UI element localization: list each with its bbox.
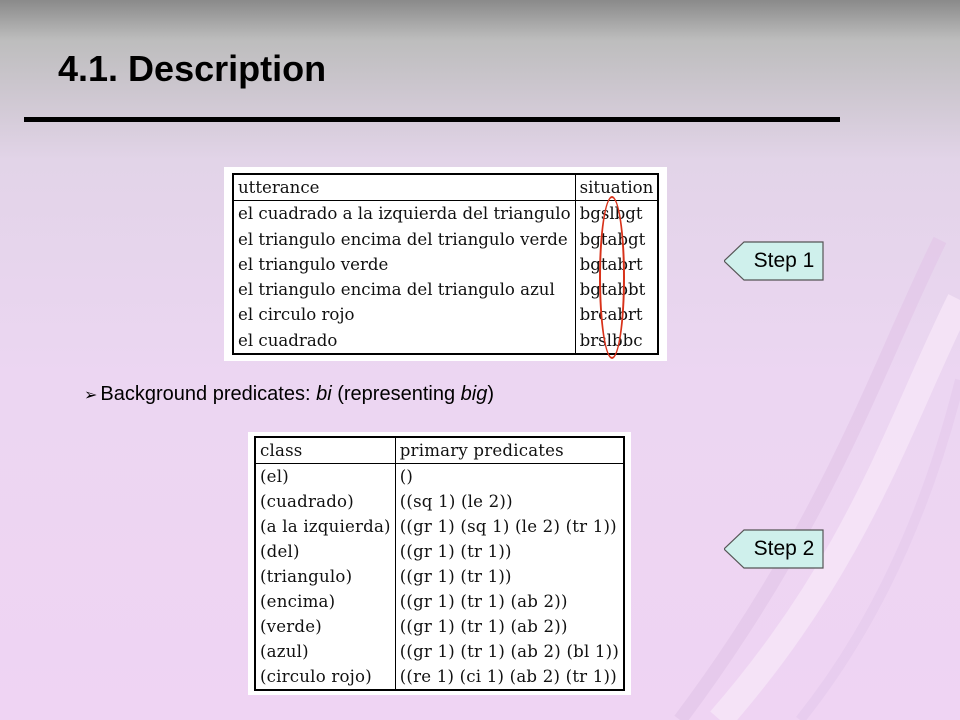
- step2-callout: [724, 529, 824, 569]
- predicates-cell: ((gr 1) (sq 1) (le 2) (tr 1)): [395, 514, 624, 539]
- predicates-cell: ((re 1) (ci 1) (ab 2) (tr 1)): [395, 664, 624, 690]
- step1-callout: [724, 241, 824, 281]
- table-header-row: [233, 174, 658, 201]
- utterance-cell: el triangulo encima del triangulo azul: [233, 277, 575, 302]
- predicates-cell: ((sq 1) (le 2)): [395, 489, 624, 514]
- class-cell: (circulo rojo): [255, 664, 395, 690]
- bullet-prefix: Background predicates:: [100, 383, 317, 405]
- class-cell: (del): [255, 539, 395, 564]
- utterance-cell: el circulo rojo: [233, 302, 575, 327]
- situation-cell: bgtabgt: [575, 227, 658, 252]
- table-row: [255, 639, 624, 664]
- utterance-cell: el triangulo encima del triangulo verde: [233, 227, 575, 252]
- table-row: [255, 514, 624, 539]
- table-header-row: [255, 437, 624, 464]
- column-header-utterance: utterance: [233, 174, 575, 201]
- predicates-cell: ((gr 1) (tr 1) (ab 2)): [395, 614, 624, 639]
- situation-cell: bgtabbt: [575, 277, 658, 302]
- table-row: [255, 489, 624, 514]
- utterance-cell: el cuadrado a la izquierda del triangulo: [233, 201, 575, 227]
- predicates-cell: ((gr 1) (tr 1) (ab 2) (bl 1)): [395, 639, 624, 664]
- table-row: [255, 664, 624, 690]
- predicates-cell: ((gr 1) (tr 1)): [395, 564, 624, 589]
- class-cell: (azul): [255, 639, 395, 664]
- table-row: [255, 614, 624, 639]
- step1-label: Step 1: [753, 249, 815, 272]
- class-cell: (triangulo): [255, 564, 395, 589]
- predicates-cell: ((gr 1) (tr 1) (ab 2)): [395, 589, 624, 614]
- class-cell: (a la izquierda): [255, 514, 395, 539]
- table-row: [255, 539, 624, 564]
- class-cell: (encima): [255, 589, 395, 614]
- situation-cell: brcabrt: [575, 302, 658, 327]
- table-row: [255, 564, 624, 589]
- predicates-cell: ((gr 1) (tr 1)): [395, 539, 624, 564]
- table-row: [233, 277, 658, 302]
- situation-highlight-ellipse: [599, 196, 625, 359]
- table-row: [255, 589, 624, 614]
- utterance-cell: el cuadrado: [233, 328, 575, 354]
- column-header-primary-predicates: primary predicates: [395, 437, 624, 464]
- column-header-situation: situation: [575, 174, 658, 201]
- background-predicates-bullet: [84, 383, 494, 406]
- bullet-word: big: [460, 383, 488, 405]
- class-cell: (cuadrado): [255, 489, 395, 514]
- situation-cell: bgslbgt: [575, 201, 658, 227]
- utterance-cell: el triangulo verde: [233, 252, 575, 277]
- class-cell: (el): [255, 464, 395, 490]
- table-row: [233, 328, 658, 354]
- column-header-class: class: [255, 437, 395, 464]
- table-row: [255, 464, 624, 490]
- situation-cell: brslbbc: [575, 328, 658, 354]
- bullet-term: bi: [316, 383, 332, 405]
- step2-label: Step 2: [753, 537, 815, 560]
- table-row: [233, 227, 658, 252]
- table-row: [233, 302, 658, 327]
- predicates-cell: (): [395, 464, 624, 490]
- predicate-table: [248, 432, 631, 695]
- bullet-middle: (representing: [331, 383, 461, 405]
- situation-cell: bgtabrt: [575, 252, 658, 277]
- title-underline: [24, 117, 840, 122]
- table-row: [233, 201, 658, 227]
- class-cell: (verde): [255, 614, 395, 639]
- bullet-arrow-icon: ➢: [84, 387, 98, 404]
- page-title: 4.1. Description: [58, 48, 327, 89]
- table-row: [233, 252, 658, 277]
- bullet-suffix: ): [487, 383, 495, 405]
